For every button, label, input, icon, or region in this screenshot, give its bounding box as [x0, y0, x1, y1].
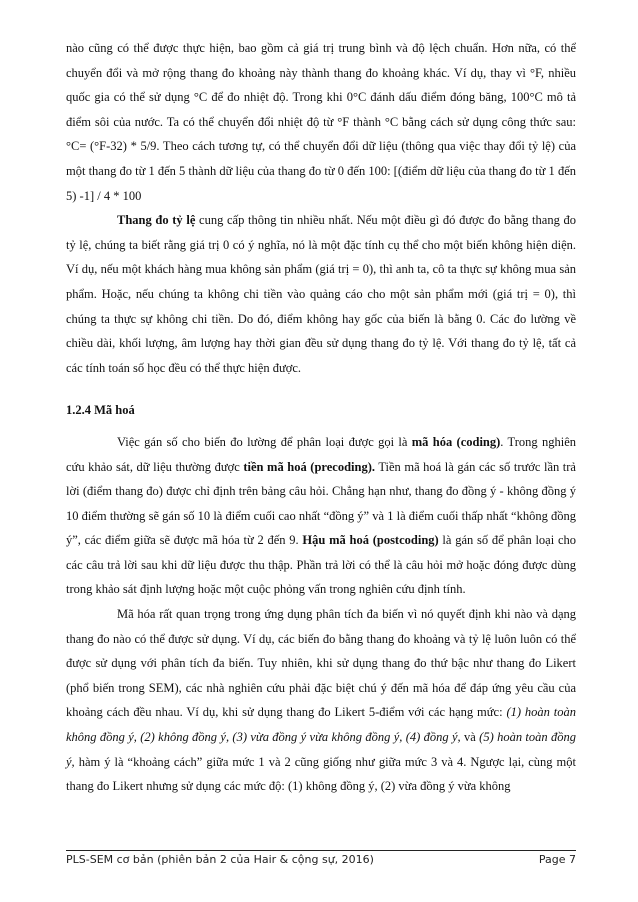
likert-levels-1-4: (1) hoàn toàn không đồng ý, (2) không đồng ý, (3) vừa đồng ý vừa không đồng ý, (4) đồng ý,	[66, 705, 576, 745]
text-run: là gán số để phân loại cho các câu trả lời sau khi dữ liệu được thu thập. Phần trả lời có thể là câu hỏi mở hoặc đóng được dùng trong khảo sát định lượng hoặc một cuộc phỏng vấn trong nghiên cứu định tính.	[66, 533, 576, 597]
text-run: . Trong nghiên cứu khảo sát, dữ liệu thường được	[66, 434, 576, 474]
text-run: và	[460, 730, 480, 745]
section-heading-coding: 1.2.4 Mã hoá	[66, 403, 135, 418]
paragraph-coding-importance	[66, 602, 576, 799]
paragraph-interval-scale-continued: nào cũng có thể được thực hiện, bao gồm cả giá trị trung bình và độ lệch chuẩn. Hơn nữa, có thể chuyển đổi và mở rộng thang đo khoảng này thành thang đo khoảng khác. Ví dụ, thay vì °F, nhiều quốc gia có thể sử dụng °C để đo nhiệt độ. Trong khi 0°C đánh dấu điểm đóng băng, 100°C mô tả điểm sôi của nước. Ta có thể chuyển đổi nhiệt độ từ °F thành °C bằng cách sử dụng công thức sau: °C= (°F-32) * 5/9. Theo cách tương tự, có thể chuyển đổi dữ liệu (thông qua việc thay đổi tỷ lệ) của một thang đo từ 1 đến 5 thành dữ liệu của thang đo từ 0 đến 100: [(điểm dữ liệu của thang đo từ 1 đến 5) -1] / 4 * 100	[66, 41, 576, 203]
paragraph-ratio-scale-text: cung cấp thông tin nhiều nhất. Nếu một điều gì đó được đo bằng thang đo tỷ lệ, chúng ta biết rằng giá trị 0 có ý nghĩa, nó là một đặc tính cụ thể cho một biến không hiện diện. Ví dụ, nếu một khách hàng mua không sản phẩm (giá trị = 0), thì anh ta, cô ta thực sự không mua sản phẩm. Hoặc, nếu chúng ta không chi tiền vào quảng cáo cho một sản phẩm mới (giá trị = 0), thì chúng ta thực sự không chi tiền. Do đó, điểm không hay gốc của biến là bằng 0. Các đo lường về chiều dài, khối lượng, âm lượng hay thời gian đều sử dụng thang đo tỷ lệ. Với thang đo tỷ lệ, tất cả các tính toán số học đều có thể thực hiện được.	[66, 213, 576, 375]
page-body	[66, 36, 576, 799]
footer-source: PLS-SEM cơ bản (phiên bản 2 của Hair & cộng sự, 2016)	[66, 853, 374, 866]
term-ratio-scale: Thang đo tỷ lệ	[117, 213, 196, 228]
page-number: Page 7	[538, 853, 576, 866]
term-precoding: tiền mã hoá (precoding).	[243, 459, 375, 474]
paragraph-coding	[66, 430, 576, 602]
paragraph-ratio-scale	[66, 208, 576, 380]
likert-level-5: (5) hoàn toàn đồng ý,	[66, 730, 576, 769]
term-postcoding: Hậu mã hoá (postcoding)	[302, 533, 439, 548]
page-footer	[66, 853, 576, 866]
term-coding: mã hóa (coding)	[411, 434, 501, 449]
footer-divider	[66, 850, 576, 851]
text-run: hàm ý là “khoảng cách” giữa mức 1 và 2 cũng giống như giữa mức 3 và 4. Ngược lại, cùng một thang đo Likert nhưng sử dụng các mức độ: (1) không đồng ý, (2) vừa đồng ý vừa không	[66, 754, 576, 794]
text-run: Tiền mã hoá là gán các số trước lần trả lời (điểm thang đo) được chỉ định trên bảng câu hỏi. Chẳng hạn như, thang đo đồng ý - không đồng ý 10 điểm thường sẽ gán số 10 là điểm cuối cao nhất “đồng ý” và 1 là điểm cuối thấp nhất “không đồng ý”, các điểm giữa sẽ được mã hóa từ 2 đến 9.	[66, 459, 576, 548]
text-run: Việc gán số cho biến đo lường để phân loại được gọi là	[117, 434, 412, 449]
text-run: Mã hóa rất quan trọng trong ứng dụng phân tích đa biến vì nó quyết định khi nào và dạng thang đo nào có thể được sử dụng. Ví dụ, các biến đo bằng thang đo khoảng và tỷ lệ luôn luôn có thể được sử dụng với phân tích đa biến. Tuy nhiên, khi sử dụng thang đo thứ bậc như thang đo Likert (phổ biến trong SEM), các nhà nghiên cứu phải đặc biệt chú ý đến mã hóa để đáp ứng yêu cầu của khoảng cách đều nhau. Ví dụ, khi sử dụng thang đo Likert 5-điểm với các hạng mức:	[66, 607, 576, 720]
